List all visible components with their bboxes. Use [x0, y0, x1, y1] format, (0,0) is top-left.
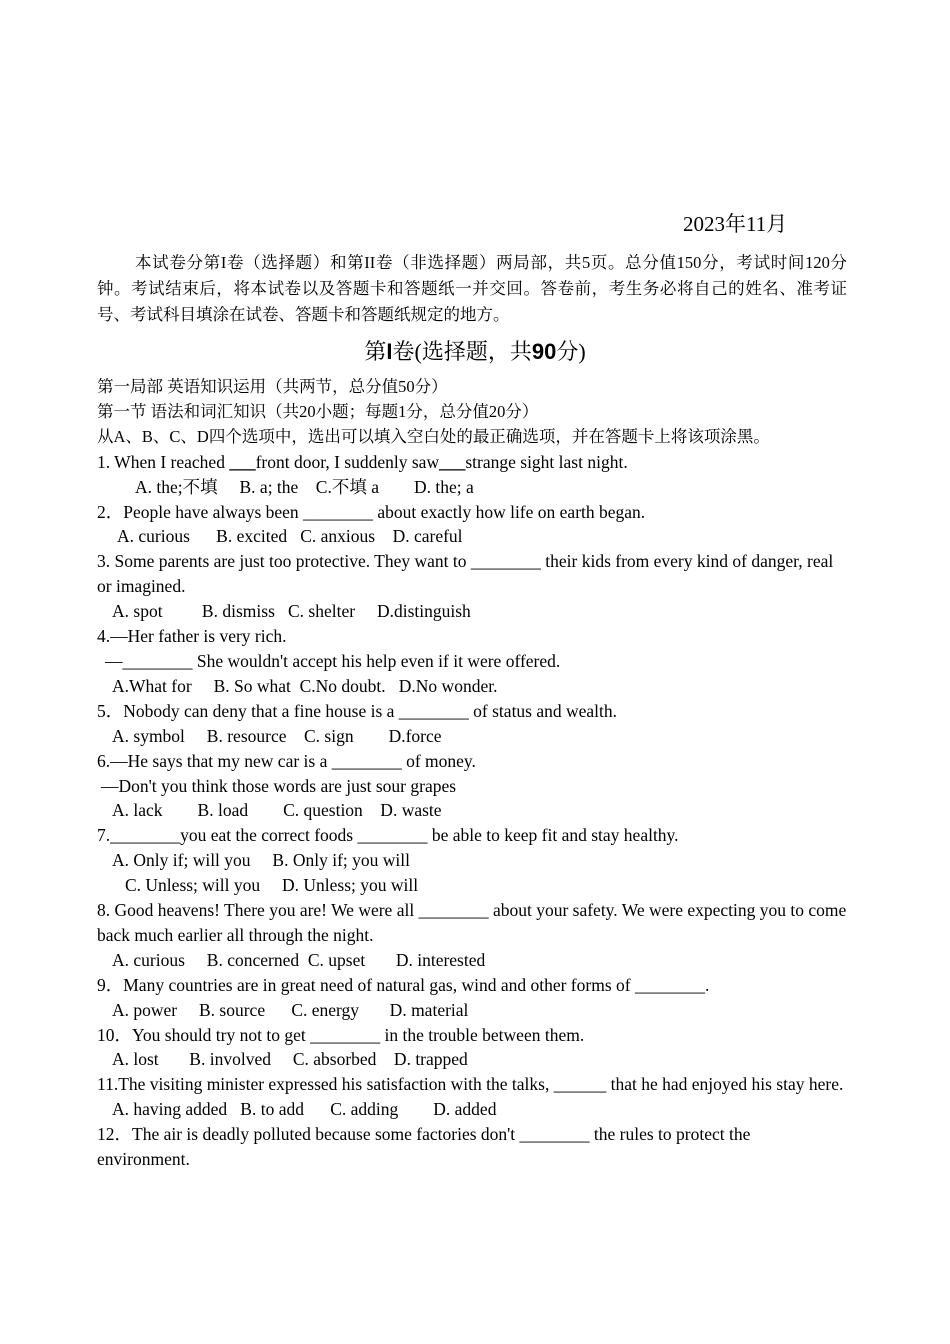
- question-11-options: A. having added B. to add C. adding D. added: [112, 1099, 497, 1120]
- question-body: [97, 375, 847, 1172]
- question-7-options-cd: C. Unless; will you D. Unless; you will: [125, 875, 419, 896]
- section-heading: 第一节 语法和词汇知识（共20小题；每题1分，总分值20分）: [97, 401, 539, 421]
- question-8-stem: 8. Good heavens! There you are! We were all ________ about your safety. We were expecting you to come back much earlier all through the night.: [97, 900, 847, 945]
- volume-title-middle: 卷(选择题，共: [392, 339, 532, 364]
- question-5-options: A. symbol B. resource C. sign D.force: [112, 725, 442, 746]
- section-instruction: 从A、B、C、D四个选项中，选出可以填入空白处的最正确选项，并在答题卡上将该项涂黑。: [97, 426, 770, 446]
- question-6-stem: 6.—He says that my new car is a ________ of money.: [97, 750, 476, 771]
- exam-date: 2023年11月: [683, 212, 788, 236]
- question-8-options: A. curious B. concerned C. upset D. interested: [112, 949, 486, 970]
- question-3-stem: 3. Some parents are just too protective. They want to ________ their kids from every kind of danger, real or imagined.: [97, 551, 834, 597]
- volume-title-roman: I: [386, 339, 393, 364]
- volume-title-score: 90: [531, 339, 557, 364]
- question-7-options-ab: A. Only if; will you B. Only if; you will: [112, 850, 410, 871]
- question-2-options: A. curious B. excited C. anxious D. careful: [117, 526, 463, 547]
- question-9-options: A. power B. source C. energy D. material: [112, 999, 469, 1020]
- question-1-stem: 1. When I reached ___front door, I suddenly saw___strange sight last night.: [97, 451, 628, 472]
- question-6-reply: —Don't you think those words are just sour grapes: [101, 775, 457, 796]
- question-6-options: A. lack B. load C. question D. waste: [112, 800, 442, 821]
- question-2-stem: 2．People have always been ________ about exactly how life on earth began.: [97, 501, 646, 522]
- exam-instructions: 本试卷分第I卷（选择题）和第II卷（非选择题）两局部，共5页。总分值150分，考试时间120分钟。考试结束后，将本试卷以及答题卡和答题纸一并交回。答卷前，考生务必将自己的姓名、准考证号、考试科目填涂在试卷、答题卡和答题纸规定的地方。: [97, 253, 847, 324]
- volume-title-suffix: 分): [556, 339, 586, 364]
- volume-title-prefix: 第: [364, 339, 387, 364]
- question-12-stem: 12．The air is deadly polluted because some factories don't ________ the rules to protect the environment.: [97, 1124, 751, 1170]
- question-5-stem: 5．Nobody can deny that a fine house is a ________ of status and wealth.: [97, 700, 618, 721]
- question-7-stem: 7.________you eat the correct foods ________ be able to keep fit and stay healthy.: [97, 825, 679, 846]
- question-9-stem: 9．Many countries are in great need of natural gas, wind and other forms of ________.: [97, 974, 710, 995]
- part-heading: 第一局部 英语知识运用（共两节，总分值50分）: [97, 377, 448, 396]
- question-11-stem: 11.The visiting minister expressed his satisfaction with the talks, ______ that he had enjoyed his stay here.: [97, 1074, 844, 1095]
- question-1-options: A. the;不填 B. a; the C.不填 a D. the; a: [135, 476, 474, 497]
- question-10-stem: 10．You should try not to get ________ in the trouble between them.: [97, 1024, 585, 1045]
- volume-title: [0, 336, 950, 368]
- question-3-options: A. spot B. dismiss C. shelter D.distinguish: [112, 601, 471, 622]
- question-10-options: A. lost B. involved C. absorbed D. trapped: [112, 1049, 468, 1070]
- question-4-reply: —________ She wouldn't accept his help even if it were offered.: [105, 650, 561, 671]
- question-4-options: A.What for B. So what C.No doubt. D.No wonder.: [112, 675, 498, 696]
- question-4-stem: 4.—Her father is very rich.: [97, 626, 287, 647]
